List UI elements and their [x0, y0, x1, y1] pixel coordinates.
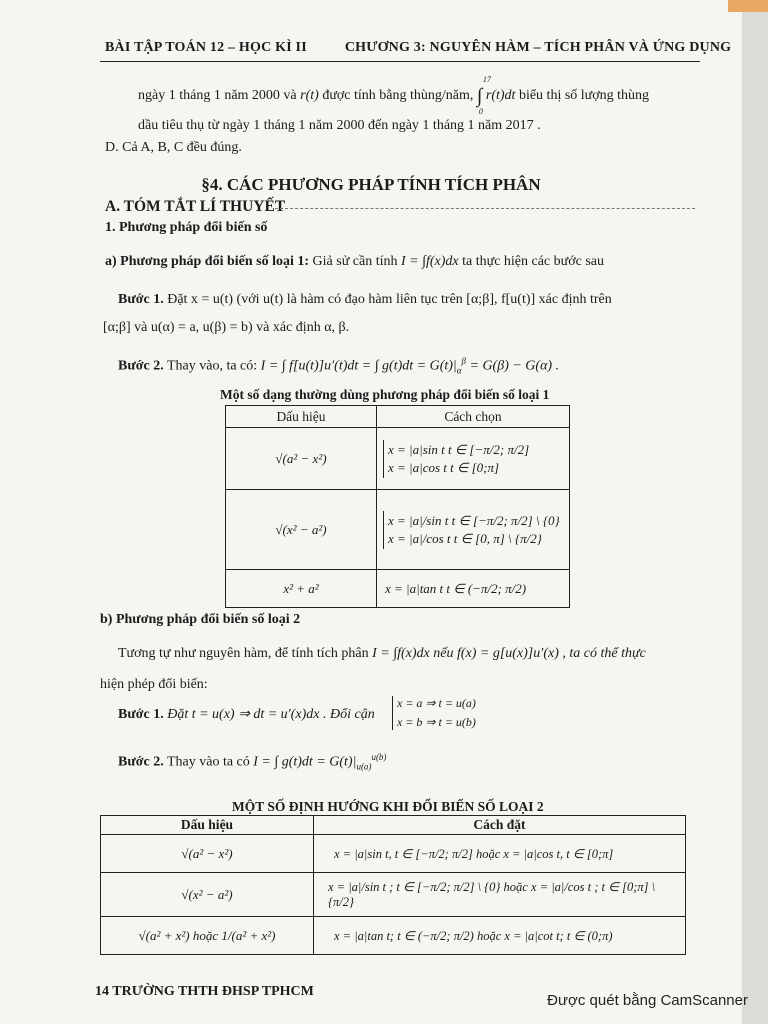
table-row: x² + a² x = |a|tan t t ∈ (−π/2; π/2) — [226, 570, 570, 608]
formula-I: I = ∫f(x)dx — [401, 254, 459, 269]
header-right: CHƯƠNG 3: NGUYÊN HÀM – TÍCH PHÂN VÀ ỨNG DỤNG — [344, 40, 732, 55]
header-left: BÀI TẬP TOÁN 12 – HỌC KÌ II — [105, 40, 307, 55]
table1-caption: Một số dạng thường dùng phương pháp đổi biến số loại 1 — [220, 387, 550, 402]
section-title: §4. CÁC PHƯƠNG PHÁP TÍNH TÍCH PHÂN — [201, 175, 541, 194]
intro-line-1: ngày 1 tháng 1 năm 2000 và r(t) được tính bằng thùng/năm, ∫ 17 0 r(t)dt biểu thị số lượng thùng — [138, 75, 650, 116]
table1 — [225, 405, 570, 608]
method-a-line: a) Phương pháp đổi biến số loại 1: Giả sử cần tính I = ∫f(x)dx ta thực hiện các bước sau — [105, 254, 605, 269]
method-b-line-2: hiện phép đổi biến: — [100, 677, 208, 692]
table-row: √(x² − a²) x = |a|/sin t t ∈ [−π/2; π/2] \ {0} x = |a|/cos t t ∈ [0, π] \ {π/2} — [226, 490, 570, 570]
table2-header-sign: Dấu hiệu — [101, 816, 314, 835]
page-footer: 14 TRƯỜNG THTH ĐHSP TPHCM — [95, 984, 314, 999]
table-row: √(a² − x²) x = |a|sin t, t ∈ [−π/2; π/2] hoặc x = |a|cos t, t ∈ [0;π] — [101, 835, 686, 873]
table2 — [100, 815, 686, 955]
subsection-a: A. TÓM TẮT LÍ THUYẾT — [105, 198, 286, 215]
table1-header-sign: Dấu hiệu — [226, 406, 377, 428]
b-step1-line: Bước 1. Đặt t = u(x) ⇒ dt = u′(x)dx . Đổi cận — [118, 707, 375, 722]
table-row: √(x² − a²) x = |a|/sin t ; t ∈ [−π/2; π/2] \ {0} hoặc x = |a|/cos t ; t ∈ [0;π] \ {π/2} — [101, 873, 686, 917]
table-row: √(a² + x²) hoặc 1/(a² + x²) x = |a|tan t; t ∈ (−π/2; π/2) hoặc x = |a|cot t; t ∈ (0;π) — [101, 917, 686, 955]
page-header — [105, 40, 731, 56]
table1-header-choice: Cách chọn — [377, 406, 570, 428]
method-b-line-1: Tương tự như nguyên hàm, để tính tích phân I = ∫f(x)dx nếu f(x) = g[u(x)]u′(x) , ta có thể thực — [118, 646, 646, 661]
step2-line: Bước 2. Thay vào, ta có: I = ∫ f[u(t)]u′(t)dt = ∫ $g(t)dt = G(t)|_\alpha^\beta = G(\beta) - G(\alpha)$ . — [118, 356, 560, 376]
b-step2-line: Bước 2. Thay vào ta có I = ∫ $g(t)dt = G(t)|_{u(a)}^{u(b)}$ — [118, 752, 387, 772]
header-rule — [100, 61, 700, 62]
scan-edge — [742, 0, 768, 1024]
option-d: D. Cả A, B, C đều đúng. — [105, 140, 242, 155]
tab-marker — [728, 0, 768, 12]
step1-line-2: [α;β] và u(α) = a, u(β) = b) và xác định α, β. — [103, 320, 350, 335]
bound-cases: x = a ⇒ t = u(a) x = b ⇒ t = u(b) — [392, 696, 476, 730]
step1-line-1: Bước 1. Đặt x = u(t) (với u(t) là hàm có đạo hàm liên tục trên [α;β], f[u(t)] xác định trên — [118, 292, 612, 307]
camscanner-watermark: Được quét bằng CamScanner — [547, 992, 748, 1009]
table2-header-choice: Cách đặt — [314, 816, 686, 835]
table2-caption: MỘT SỐ ĐỊNH HƯỚNG KHI ĐỔI BIẾN SỐ LOẠI 2 — [232, 799, 544, 814]
method-b-label: b) Phương pháp đổi biến số loại 2 — [100, 612, 301, 627]
subsection-1: 1. Phương pháp đổi biến số — [105, 220, 268, 235]
table-row: √(a² − x²) x = |a|sin t t ∈ [−π/2; π/2] x = |a|cos t t ∈ [0;π] — [226, 428, 570, 490]
dashed-rule — [275, 208, 695, 209]
intro-line-2: dầu tiêu thụ từ ngày 1 tháng 1 năm 2000 đến ngày 1 tháng 1 năm 2017 . — [138, 118, 541, 133]
integral-sign: ∫ 17 0 — [476, 75, 491, 116]
